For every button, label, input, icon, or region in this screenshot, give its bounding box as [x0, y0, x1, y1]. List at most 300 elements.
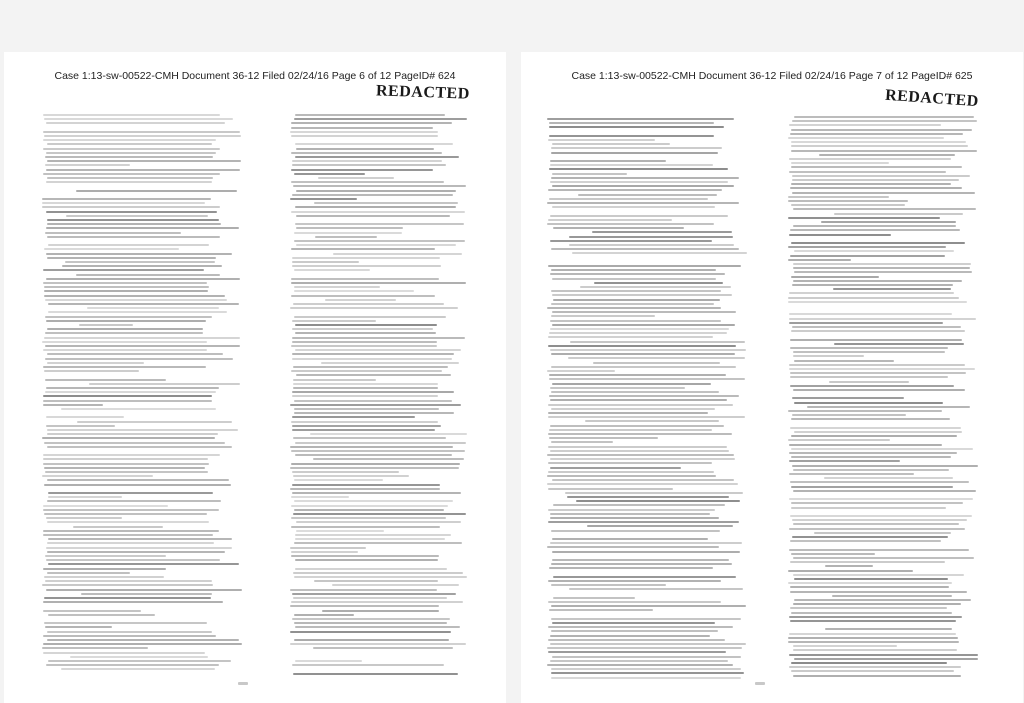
text-column-right — [290, 114, 468, 674]
illegible-text-line — [43, 601, 222, 603]
illegible-text-line — [789, 124, 942, 126]
illegible-text-line — [44, 622, 207, 624]
illegible-text-line — [788, 641, 959, 643]
illegible-text-line — [551, 353, 735, 355]
illegible-text-line — [47, 521, 208, 523]
illegible-text-line — [293, 673, 458, 675]
illegible-text-line — [552, 479, 734, 481]
illegible-text-line — [570, 341, 745, 343]
illegible-text-line — [47, 479, 228, 481]
illegible-text-line — [548, 521, 739, 523]
illegible-text-line — [46, 211, 217, 213]
illegible-text-line — [293, 366, 448, 368]
illegible-text-line — [290, 631, 451, 633]
illegible-text-line — [789, 444, 942, 446]
illegible-text-line — [293, 597, 447, 599]
illegible-text-line — [291, 551, 358, 553]
illegible-text-line — [547, 370, 614, 372]
illegible-text-line — [567, 496, 728, 498]
illegible-text-line — [551, 248, 739, 250]
illegible-text-line — [550, 643, 745, 645]
illegible-text-line — [788, 217, 940, 219]
illegible-text-line — [43, 509, 220, 511]
illegible-text-line — [793, 523, 959, 525]
illegible-text-line — [793, 208, 976, 210]
illegible-text-line — [291, 211, 465, 213]
illegible-text-line — [553, 576, 736, 578]
illegible-text-line — [48, 563, 240, 565]
illegible-text-line — [793, 351, 944, 353]
illegible-text-line — [789, 364, 965, 366]
illegible-text-line — [548, 189, 721, 191]
illegible-text-line — [791, 129, 972, 131]
illegible-text-line — [292, 320, 376, 322]
illegible-text-line — [46, 122, 225, 124]
illegible-text-line — [550, 273, 725, 275]
illegible-text-line — [43, 139, 216, 141]
illegible-text-line — [290, 131, 438, 133]
illegible-text-line — [792, 175, 970, 177]
illegible-text-line — [48, 244, 209, 246]
illegible-text-line — [789, 292, 954, 294]
illegible-text-line — [789, 549, 970, 551]
illegible-text-line — [44, 286, 209, 288]
illegible-text-line — [44, 467, 206, 469]
text-column-right — [788, 116, 978, 676]
illegible-text-line — [44, 513, 207, 515]
illegible-text-line — [549, 374, 726, 376]
illegible-text-line — [814, 532, 951, 534]
illegible-text-line — [295, 156, 459, 158]
illegible-text-line — [792, 397, 904, 399]
illegible-text-line — [792, 120, 976, 122]
illegible-text-line — [551, 408, 715, 410]
illegible-text-line — [552, 551, 739, 553]
illegible-text-line — [793, 469, 949, 471]
illegible-text-line — [43, 458, 208, 460]
illegible-text-line — [47, 551, 225, 553]
illegible-text-line — [294, 173, 365, 175]
illegible-text-line — [790, 607, 946, 609]
illegible-text-line — [77, 421, 232, 423]
illegible-text-line — [45, 332, 203, 334]
illegible-text-line — [42, 647, 148, 649]
illegible-text-line — [296, 227, 403, 229]
illegible-text-line — [292, 492, 460, 494]
text-column-left — [42, 114, 242, 674]
illegible-text-line — [587, 525, 733, 527]
illegible-text-line — [548, 412, 708, 414]
illegible-text-line — [295, 660, 363, 662]
illegible-text-line — [43, 173, 221, 175]
illegible-text-line — [47, 236, 221, 238]
illegible-text-line — [45, 555, 165, 557]
illegible-text-line — [790, 586, 949, 588]
illegible-text-line — [291, 127, 433, 129]
illegible-text-line — [585, 420, 719, 422]
illegible-text-line — [834, 343, 964, 345]
illegible-text-line — [45, 316, 212, 318]
illegible-text-line — [789, 473, 914, 475]
illegible-text-line — [46, 320, 206, 322]
illegible-text-line — [66, 215, 208, 217]
illegible-text-line — [792, 536, 948, 538]
illegible-text-line — [61, 408, 217, 410]
illegible-text-line — [292, 484, 440, 486]
illegible-text-line — [789, 322, 943, 324]
illegible-text-line — [313, 458, 464, 460]
illegible-text-line — [791, 204, 906, 206]
illegible-text-line — [551, 303, 714, 305]
illegible-text-line — [292, 395, 438, 397]
illegible-text-line — [551, 366, 736, 368]
illegible-text-line — [294, 408, 440, 410]
illegible-text-line — [549, 429, 712, 431]
illegible-text-line — [47, 223, 220, 225]
illegible-text-line — [79, 324, 134, 326]
illegible-text-line — [551, 290, 720, 292]
illegible-text-line — [791, 456, 951, 458]
illegible-text-line — [76, 190, 237, 192]
illegible-text-line — [790, 376, 949, 378]
illegible-text-line — [43, 610, 140, 612]
illegible-text-line — [569, 244, 734, 246]
illegible-text-line — [294, 622, 447, 624]
illegible-text-line — [294, 576, 467, 578]
illegible-text-line — [825, 565, 873, 567]
illegible-text-line — [45, 345, 240, 347]
illegible-text-line — [788, 137, 944, 139]
illegible-text-line — [291, 278, 439, 280]
illegible-text-line — [547, 454, 734, 456]
illegible-text-line — [47, 446, 233, 448]
illegible-text-line — [829, 381, 909, 383]
illegible-text-line — [791, 553, 875, 555]
illegible-text-line — [87, 307, 219, 309]
illegible-text-line — [791, 145, 968, 147]
illegible-text-line — [793, 389, 964, 391]
illegible-text-line — [45, 391, 216, 393]
document-page-6 — [4, 52, 506, 703]
illegible-text-line — [791, 662, 947, 664]
illegible-text-line — [565, 492, 742, 494]
illegible-text-line — [294, 286, 380, 288]
illegible-text-line — [46, 169, 240, 171]
illegible-text-line — [790, 620, 956, 622]
illegible-text-line — [294, 412, 454, 414]
illegible-text-line — [550, 425, 724, 427]
illegible-text-line — [791, 183, 951, 185]
illegible-text-line — [549, 378, 745, 380]
illegible-text-line — [291, 517, 446, 519]
illegible-text-line — [551, 677, 741, 679]
illegible-text-line — [790, 481, 969, 483]
illegible-text-line — [572, 252, 747, 254]
illegible-text-line — [788, 200, 908, 202]
illegible-text-line — [552, 185, 735, 187]
redacted-stamp: REDACTED — [375, 82, 471, 103]
illegible-text-line — [550, 387, 685, 389]
illegible-text-line — [548, 404, 733, 406]
illegible-text-line — [291, 248, 435, 250]
illegible-text-line — [296, 530, 384, 532]
illegible-text-line — [569, 236, 734, 238]
illegible-text-line — [551, 563, 732, 565]
redacted-stamp: REDACTED — [884, 86, 980, 111]
illegible-text-line — [42, 341, 207, 343]
illegible-text-line — [794, 599, 971, 601]
illegible-text-line — [792, 519, 967, 521]
illegible-text-line — [291, 135, 438, 137]
illegible-text-line — [292, 416, 415, 418]
illegible-text-line — [833, 288, 951, 290]
illegible-text-line — [819, 154, 955, 156]
illegible-text-line — [550, 635, 711, 637]
illegible-text-line — [295, 332, 435, 334]
illegible-text-line — [550, 450, 729, 452]
illegible-text-line — [548, 446, 727, 448]
illegible-text-line — [292, 358, 452, 360]
illegible-text-line — [576, 500, 740, 502]
illegible-text-line — [548, 509, 715, 511]
illegible-text-line — [47, 160, 241, 162]
page-header: Case 1:13-sw-00522-CMH Document 36-12 Filed 02/24/16 Page 7 of 12 PageID# 625 — [571, 70, 973, 82]
illegible-text-line — [45, 156, 213, 158]
illegible-text-line — [296, 148, 434, 150]
illegible-text-line — [791, 670, 953, 672]
illegible-text-line — [789, 158, 951, 160]
illegible-text-line — [790, 515, 972, 517]
illegible-text-line — [789, 368, 976, 370]
illegible-text-line — [44, 337, 240, 339]
illegible-text-line — [47, 429, 238, 431]
illegible-text-line — [89, 383, 240, 385]
illegible-text-line — [47, 362, 144, 364]
page-header: Case 1:13-sw-00522-CMH Document 36-12 Filed 02/24/16 Page 6 of 12 PageID# 624 — [54, 70, 456, 82]
illegible-text-line — [295, 324, 436, 326]
illegible-text-line — [293, 572, 464, 574]
illegible-text-line — [578, 194, 716, 196]
illegible-text-line — [291, 152, 442, 154]
illegible-text-line — [550, 164, 713, 166]
illegible-text-line — [43, 463, 210, 465]
illegible-text-line — [547, 483, 738, 485]
illegible-text-line — [295, 143, 453, 145]
illegible-text-line — [321, 362, 460, 364]
illegible-text-line — [296, 190, 456, 192]
illegible-text-line — [292, 337, 465, 339]
illegible-text-line — [43, 148, 220, 150]
illegible-text-line — [547, 664, 732, 666]
illegible-text-line — [790, 133, 963, 135]
illegible-text-line — [43, 568, 166, 570]
illegible-text-line — [43, 530, 219, 532]
illegible-text-line — [44, 442, 224, 444]
illegible-text-line — [292, 160, 442, 162]
illegible-text-line — [43, 643, 241, 645]
illegible-text-line — [790, 427, 961, 429]
illegible-text-line — [294, 316, 446, 318]
illegible-text-line — [296, 521, 462, 523]
illegible-text-line — [548, 462, 712, 464]
illegible-text-line — [44, 576, 164, 578]
illegible-text-line — [788, 637, 957, 639]
illegible-text-line — [551, 618, 741, 620]
illegible-text-line — [294, 639, 449, 641]
illegible-text-line — [42, 584, 213, 586]
illegible-text-line — [550, 328, 729, 330]
illegible-text-line — [551, 269, 716, 271]
illegible-text-line — [793, 267, 970, 269]
illegible-text-line — [292, 429, 435, 431]
illegible-text-line — [291, 526, 441, 528]
illegible-text-line — [47, 328, 203, 330]
illegible-text-line — [552, 622, 715, 624]
illegible-text-line — [789, 318, 975, 320]
illegible-text-line — [292, 471, 400, 473]
illegible-text-line — [793, 263, 972, 265]
illegible-text-line — [549, 437, 658, 439]
illegible-text-line — [315, 236, 378, 238]
illegible-text-line — [550, 215, 728, 217]
illegible-text-line — [290, 307, 457, 309]
illegible-text-line — [548, 471, 714, 473]
illegible-text-line — [791, 242, 965, 244]
illegible-text-line — [580, 286, 731, 288]
page-footer-mark — [238, 682, 248, 685]
illegible-text-line — [294, 232, 401, 234]
illegible-text-line — [788, 410, 942, 412]
illegible-text-line — [46, 589, 241, 591]
illegible-text-line — [790, 339, 962, 341]
illegible-text-line — [793, 603, 961, 605]
illegible-text-line — [45, 471, 208, 473]
illegible-text-line — [793, 675, 962, 677]
illegible-text-line — [794, 271, 972, 273]
illegible-text-line — [553, 504, 726, 506]
illegible-text-line — [292, 353, 454, 355]
illegible-text-line — [48, 311, 227, 313]
illegible-text-line — [791, 141, 966, 143]
illegible-text-line — [294, 290, 414, 292]
illegible-text-line — [73, 526, 163, 528]
illegible-text-line — [793, 490, 976, 492]
illegible-text-line — [291, 345, 437, 347]
illegible-text-line — [46, 181, 212, 183]
illegible-text-line — [553, 299, 720, 301]
illegible-text-line — [551, 672, 743, 674]
illegible-text-line — [295, 626, 460, 628]
illegible-text-line — [791, 166, 962, 168]
illegible-text-line — [295, 206, 457, 208]
illegible-text-line — [791, 435, 957, 437]
illegible-text-line — [45, 580, 212, 582]
illegible-text-line — [292, 425, 441, 427]
illegible-text-line — [788, 297, 958, 299]
illegible-text-line — [46, 559, 220, 561]
illegible-text-line — [290, 446, 452, 448]
illegible-text-line — [550, 240, 712, 242]
illegible-text-line — [292, 164, 445, 166]
illegible-text-line — [793, 280, 962, 282]
illegible-text-line — [791, 502, 962, 504]
illegible-text-line — [549, 609, 653, 611]
illegible-text-line — [791, 448, 973, 450]
illegible-text-line — [42, 206, 220, 208]
illegible-text-line — [295, 534, 451, 536]
illegible-text-line — [48, 660, 231, 662]
illegible-text-line — [789, 313, 953, 315]
illegible-text-line — [290, 488, 439, 490]
illegible-text-line — [548, 336, 713, 338]
illegible-text-line — [791, 150, 977, 152]
illegible-text-line — [42, 475, 153, 477]
illegible-text-line — [548, 488, 673, 490]
illegible-text-line — [790, 540, 941, 542]
illegible-text-line — [790, 187, 962, 189]
illegible-text-line — [790, 385, 954, 387]
illegible-text-line — [46, 664, 220, 666]
illegible-text-line — [292, 341, 437, 343]
illegible-text-line — [790, 372, 967, 374]
illegible-text-line — [292, 593, 456, 595]
illegible-text-line — [788, 301, 967, 303]
illegible-text-line — [552, 538, 709, 540]
illegible-text-line — [296, 374, 451, 376]
illegible-text-line — [291, 421, 438, 423]
illegible-text-line — [295, 454, 452, 456]
illegible-text-line — [290, 404, 461, 406]
illegible-text-line — [790, 255, 945, 257]
illegible-text-line — [551, 152, 718, 154]
illegible-text-line — [552, 383, 711, 385]
illegible-text-line — [547, 475, 716, 477]
illegible-text-line — [291, 601, 464, 603]
illegible-text-line — [551, 584, 666, 586]
illegible-text-line — [790, 591, 967, 593]
illegible-text-line — [76, 274, 220, 276]
illegible-text-line — [549, 122, 714, 124]
illegible-text-line — [44, 290, 208, 292]
illegible-text-line — [821, 221, 957, 223]
illegible-text-line — [293, 437, 446, 439]
illegible-text-line — [290, 198, 356, 200]
illegible-text-line — [47, 500, 222, 502]
illegible-text-line — [332, 584, 459, 586]
illegible-text-line — [47, 631, 212, 633]
illegible-text-line — [47, 257, 216, 259]
illegible-text-line — [793, 557, 975, 559]
illegible-text-line — [547, 647, 742, 649]
illegible-text-line — [792, 284, 953, 286]
illegible-text-line — [291, 295, 435, 297]
illegible-text-line — [794, 578, 948, 580]
illegible-text-line — [548, 580, 720, 582]
illegible-text-line — [291, 555, 439, 557]
illegible-text-line — [44, 370, 139, 372]
illegible-text-line — [291, 505, 447, 507]
illegible-text-line — [46, 517, 123, 519]
illegible-text-line — [789, 498, 973, 500]
illegible-text-line — [43, 131, 241, 133]
illegible-text-line — [44, 597, 211, 599]
illegible-text-line — [807, 406, 969, 408]
illegible-text-line — [788, 196, 888, 198]
illegible-text-line — [551, 668, 741, 670]
illegible-text-line — [291, 181, 444, 183]
illegible-text-line — [295, 538, 445, 540]
illegible-text-line — [292, 261, 358, 263]
